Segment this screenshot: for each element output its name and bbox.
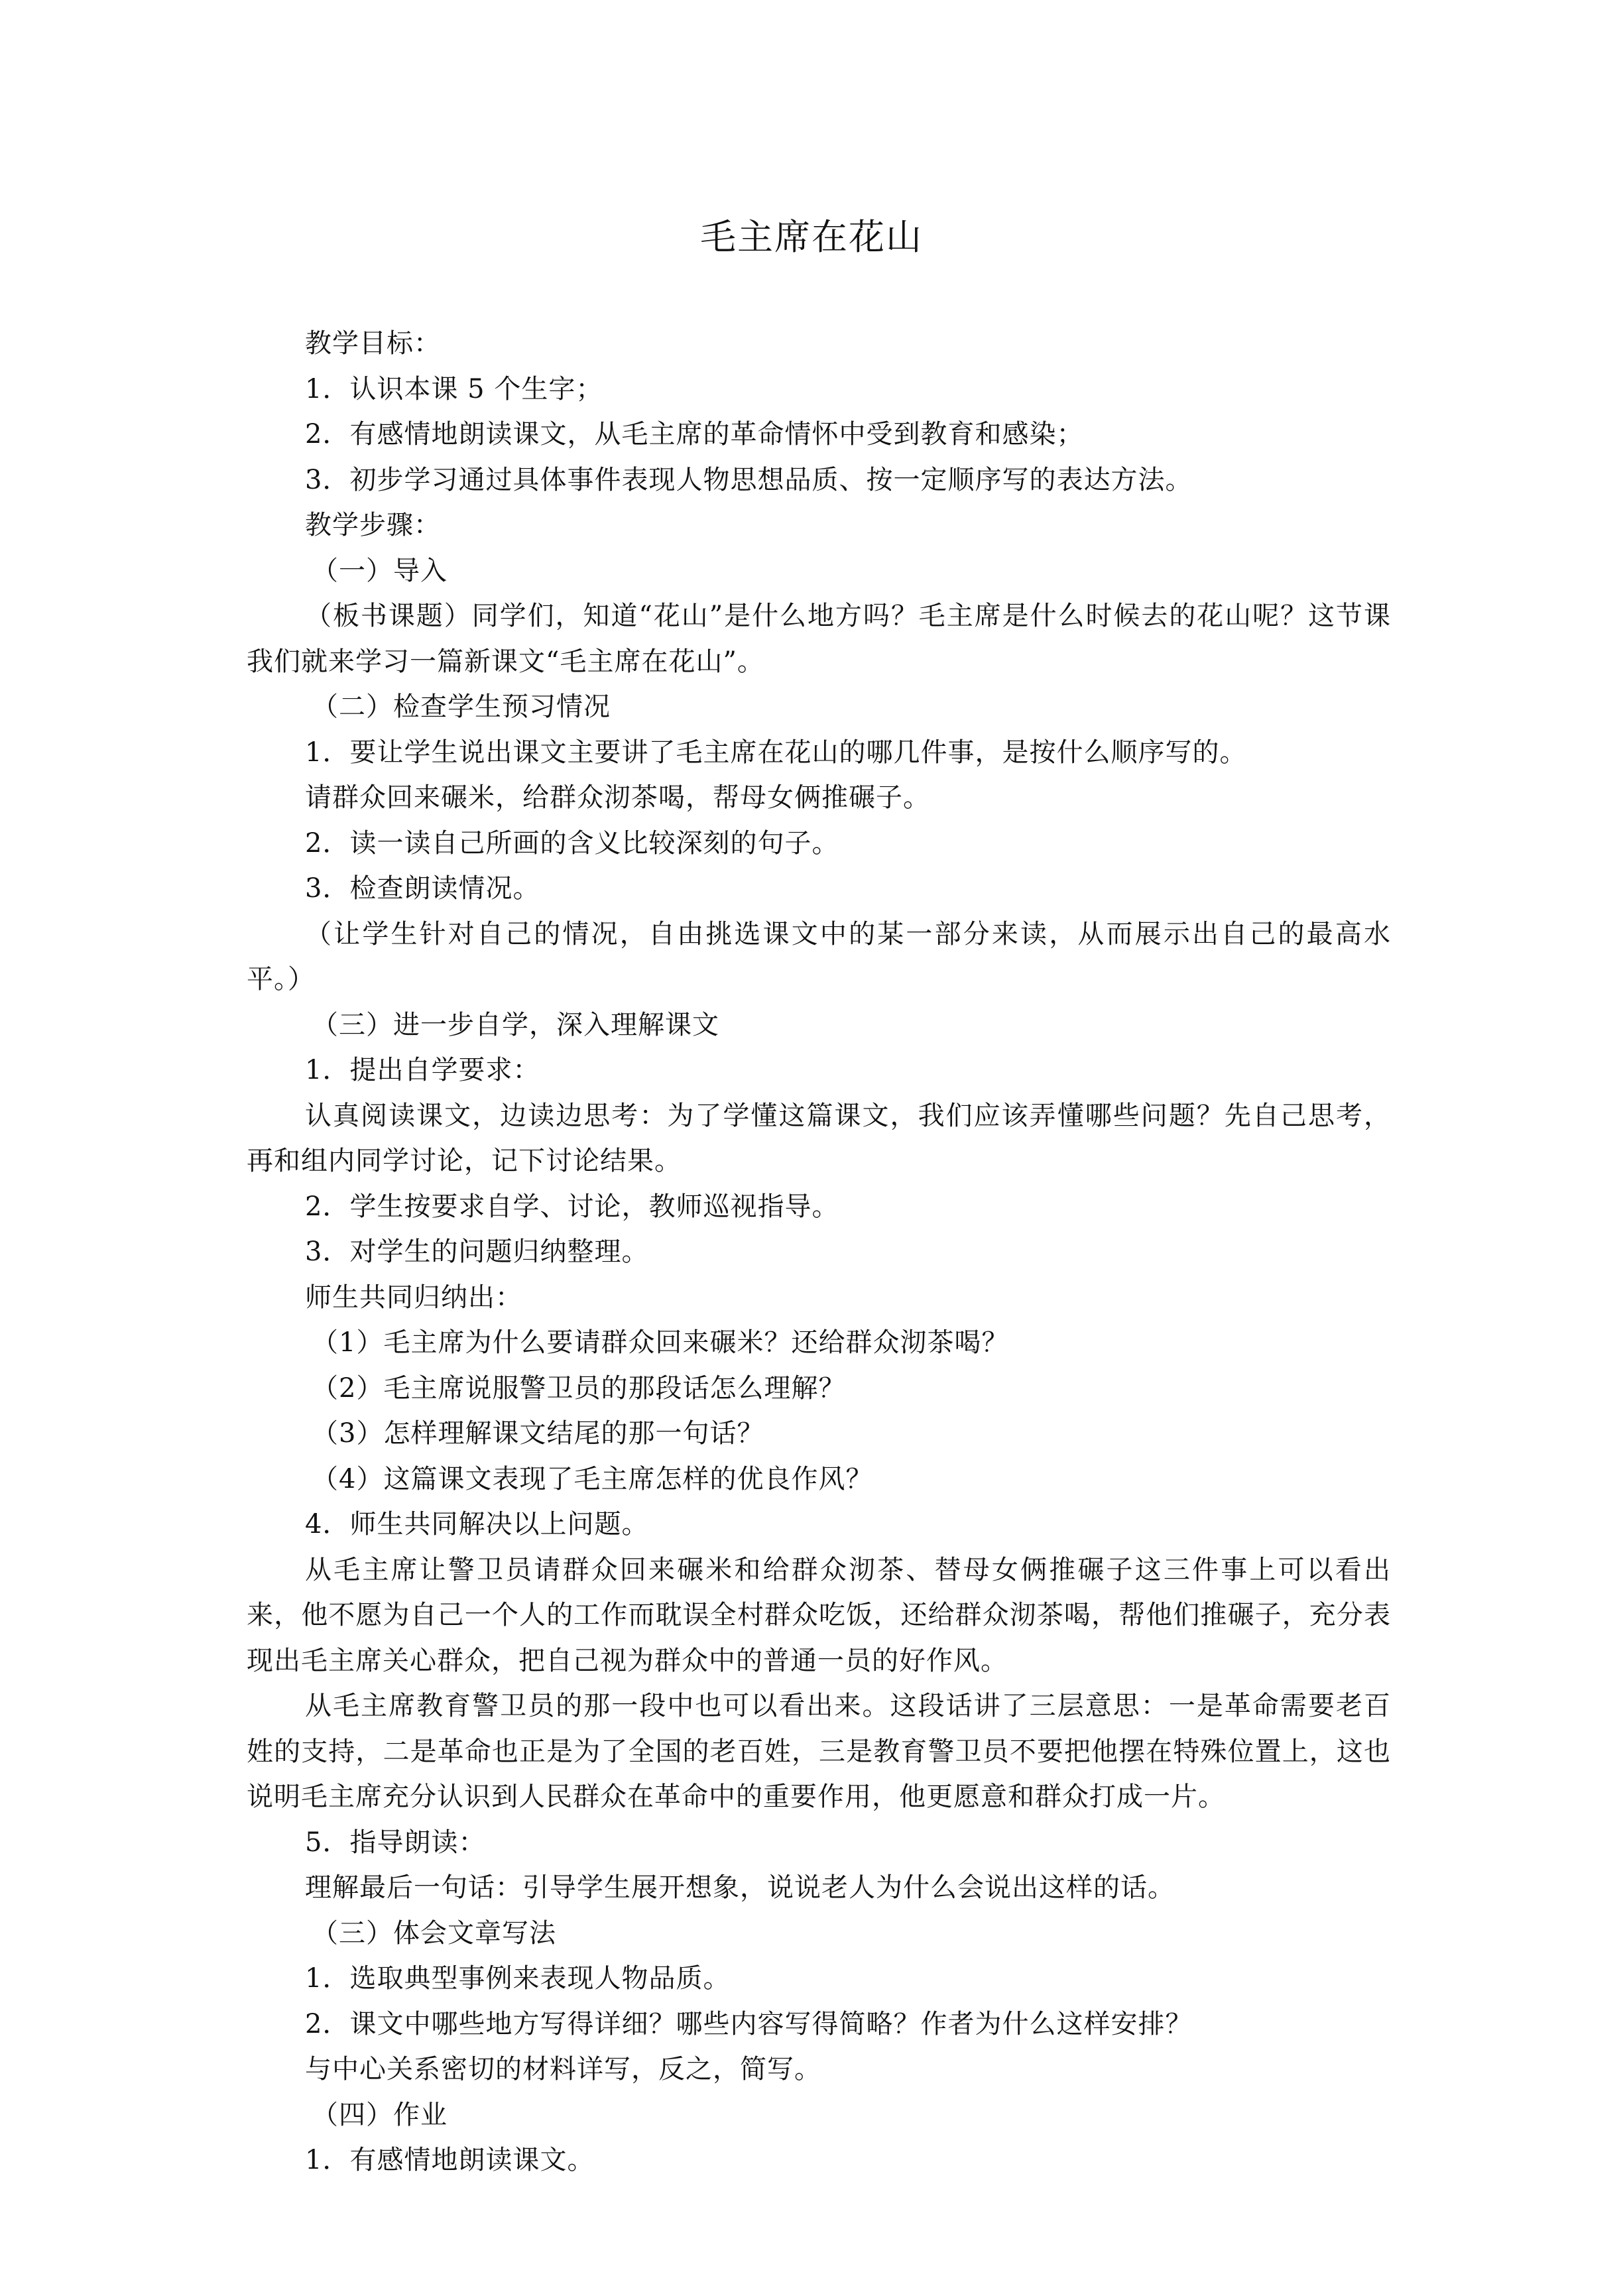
paragraph: 理解最后一句话：引导学生展开想象，说说老人为什么会说出这样的话。: [305, 1872, 1175, 1903]
question-item: （2）毛主席说服警卫员的那段话怎么理解？: [312, 1372, 846, 1404]
list-item: 5．指导朗读：: [305, 1827, 486, 1858]
question-item: （3）怎样理解课文结尾的那一句话？: [312, 1418, 764, 1449]
section-heading: （四）作业: [312, 2099, 448, 2130]
objective-item: 3．初步学习通过具体事件表现人物思想品质、按一定顺序写的表达方法。: [305, 464, 1193, 495]
list-item: 1．要让学生说出课文主要讲了毛主席在花山的哪几件事，是按什么顺序写的。: [305, 737, 1247, 768]
paragraph: 认真阅读课文，边读边思考：为了学懂这篇课文，我们应该弄懂哪些问题？先自己思考，再和组内同学讨论，记下讨论结果。: [247, 1100, 1391, 1176]
list-item: 3．对学生的问题归纳整理。: [305, 1237, 649, 1267]
list-item: 1．选取典型事例来表现人物品质。: [305, 1963, 731, 1994]
document-body: [247, 321, 1391, 2183]
section-heading: （三）进一步自学，深入理解课文: [312, 1009, 719, 1040]
list-item: 2．课文中哪些地方写得详细？哪些内容写得简略？作者为什么这样安排？: [305, 2008, 1193, 2039]
list-item: 1．有感情地朗读课文。: [305, 2145, 595, 2175]
section-heading: （三）体会文章写法: [312, 1917, 556, 1949]
list-item: 1．提出自学要求：: [305, 1055, 540, 1085]
list-item: 2．学生按要求自学、讨论，教师巡视指导。: [305, 1191, 839, 1222]
document-title: 毛主席在花山: [700, 216, 923, 258]
list-item: 2．读一读自己所画的含义比较深刻的句子。: [305, 827, 839, 859]
list-item: 3．检查朗读情况。: [305, 873, 540, 904]
paragraph: 从毛主席教育警卫员的那一段中也可以看出来。这段话讲了三层意思：一是革命需要老百姓的支持，二是革命也正是为了全国的老百姓，三是教育警卫员不要把他摆在特殊位置上，这也说明毛主席充分认识到人民群众在革命中的重要作用，他更愿意和群众打成一片。: [247, 1691, 1391, 1812]
section-heading: （一）导入: [312, 555, 448, 586]
question-item: （1）毛主席为什么要请群众回来碾米？还给群众沏茶喝？: [312, 1327, 1009, 1358]
paragraph: 与中心关系密切的材料详写，反之，简写。: [305, 2054, 821, 2085]
heading-steps: 教学步骤：: [305, 510, 441, 540]
list-item: 4．师生共同解决以上问题。: [305, 1509, 649, 1540]
heading-objectives: 教学目标：: [305, 328, 441, 359]
paragraph: 请群众回来碾米，给群众沏茶喝，帮母女俩推碾子。: [305, 782, 930, 813]
paragraph: 从毛主席让警卫员请群众回来碾米和给群众沏茶、替母女俩推碾子这三件事上可以看出来，他不愿为自己一个人的工作而耽误全村群众吃饭，还给群众沏茶喝，帮他们推碾子，充分表现出毛主席关心群众，把自己视为群众中的普通一员的好作风。: [247, 1554, 1391, 1676]
paragraph: 师生共同归纳出：: [305, 1282, 522, 1313]
paragraph: （让学生针对自己的情况，自由挑选课文中的某一部分来读，从而展示出自己的最高水平。）: [247, 918, 1391, 995]
objective-item: 2．有感情地朗读课文，从毛主席的革命情怀中受到教育和感染；: [305, 419, 1084, 450]
objective-item: 1．认识本课 5 个生字；: [305, 373, 603, 404]
question-item: （4）这篇课文表现了毛主席怎样的优良作风？: [312, 1463, 873, 1494]
section-heading: （二）检查学生预习情况: [312, 692, 611, 722]
paragraph: （板书课题）同学们，知道“花山”是什么地方吗？毛主席是什么时候去的花山呢？这节课我们就来学习一篇新课文“毛主席在花山”。: [247, 601, 1391, 677]
